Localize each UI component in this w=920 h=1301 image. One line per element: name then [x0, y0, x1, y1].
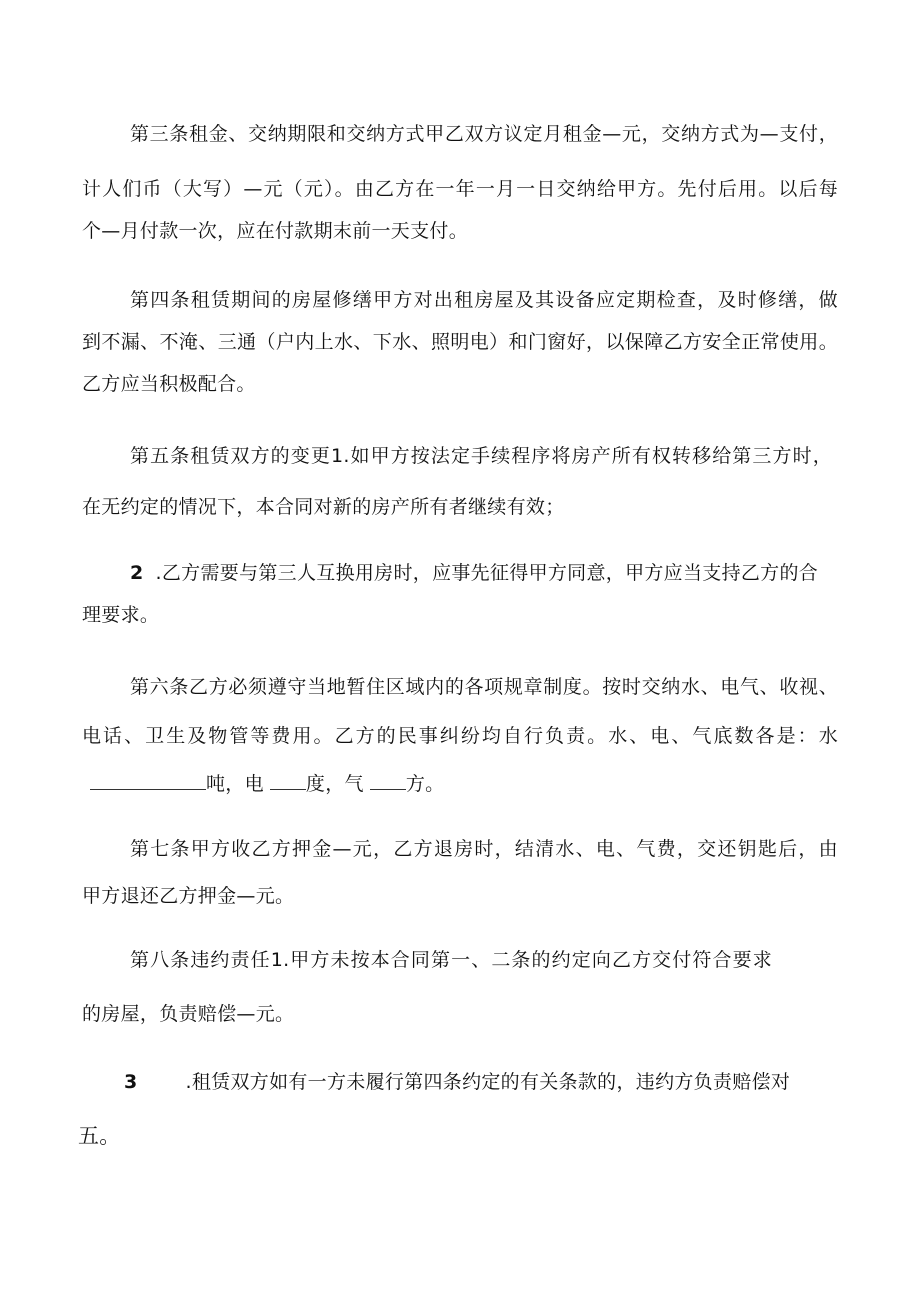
item-number: 3: [124, 1071, 138, 1093]
article3-line3: 个—月付款一次，应在付款期末前一天支付。: [82, 220, 469, 242]
article6-line1: 第六条乙方必须遵守当地暂住区域内的各项规章制度。按时交纳水、电气、收视、: [130, 676, 838, 698]
article4-line3: 乙方应当积极配合。: [82, 373, 256, 395]
article5-line2: 在无约定的情况下，本合同对新的房产所有者继续有效；: [82, 496, 565, 518]
item-text: .乙方需要与第三人互换用房时，应事先征得甲方同意，甲方应当支持乙方的合: [155, 562, 819, 584]
article7-line2: 甲方退还乙方押金—元。: [82, 885, 295, 907]
article8-item3: [124, 1069, 824, 1095]
article8-line2: 的房屋，负责赔偿—元。: [82, 1003, 295, 1025]
article8-line1: 第八条违约责任1.甲方未按本合同第一、二条的约定向乙方交付符合要求: [130, 949, 772, 971]
article7-line1: 第七条甲方收乙方押金—元，乙方退房时，结清水、电、气费，交还钥匙后，由: [130, 838, 838, 860]
article5-line1: 第五条租赁双方的变更1.如甲方按法定手续程序将房产所有权转移给第三方时，: [130, 445, 832, 467]
gas-blank: [370, 771, 406, 790]
electric-unit: 度，气: [305, 773, 364, 795]
water-unit: 吨，电: [206, 773, 264, 795]
item-number: 2: [130, 562, 144, 584]
article6-line2: 电话、卫生及物管等费用。乙方的民事纠纷均自行负责。水、电、气底数各是：水: [82, 725, 838, 747]
item-text: .租赁双方如有一方未履行第四条约定的有关条款的，违约方负责赔偿对: [185, 1071, 791, 1093]
article4-line2: 到不漏、不淹、三通（户内上水、下水、照明电）和门窗好，以保障乙方安全正常使用。: [82, 331, 838, 353]
article5-item2-line2: 理要求。: [82, 604, 160, 626]
article5-item2: [130, 560, 838, 586]
article8-item3-line2: 五。: [78, 1124, 121, 1148]
water-blank: [90, 771, 206, 790]
electric-blank: [270, 771, 306, 790]
article6-line3: [90, 771, 444, 797]
article3-line1: 第三条租金、交纳期限和交纳方式甲乙双方议定月租金—元，交纳方式为—支付，: [130, 123, 838, 145]
article3-line2: 计人们币（大写）—元（元）。由乙方在一年一月一日交纳给甲方。先付后用。以后每: [82, 178, 838, 200]
article4-line1: 第四条租赁期间的房屋修缮甲方对出租房屋及其设备应定期检查，及时修缮，做: [130, 289, 838, 311]
gas-unit: 方。: [405, 773, 445, 795]
